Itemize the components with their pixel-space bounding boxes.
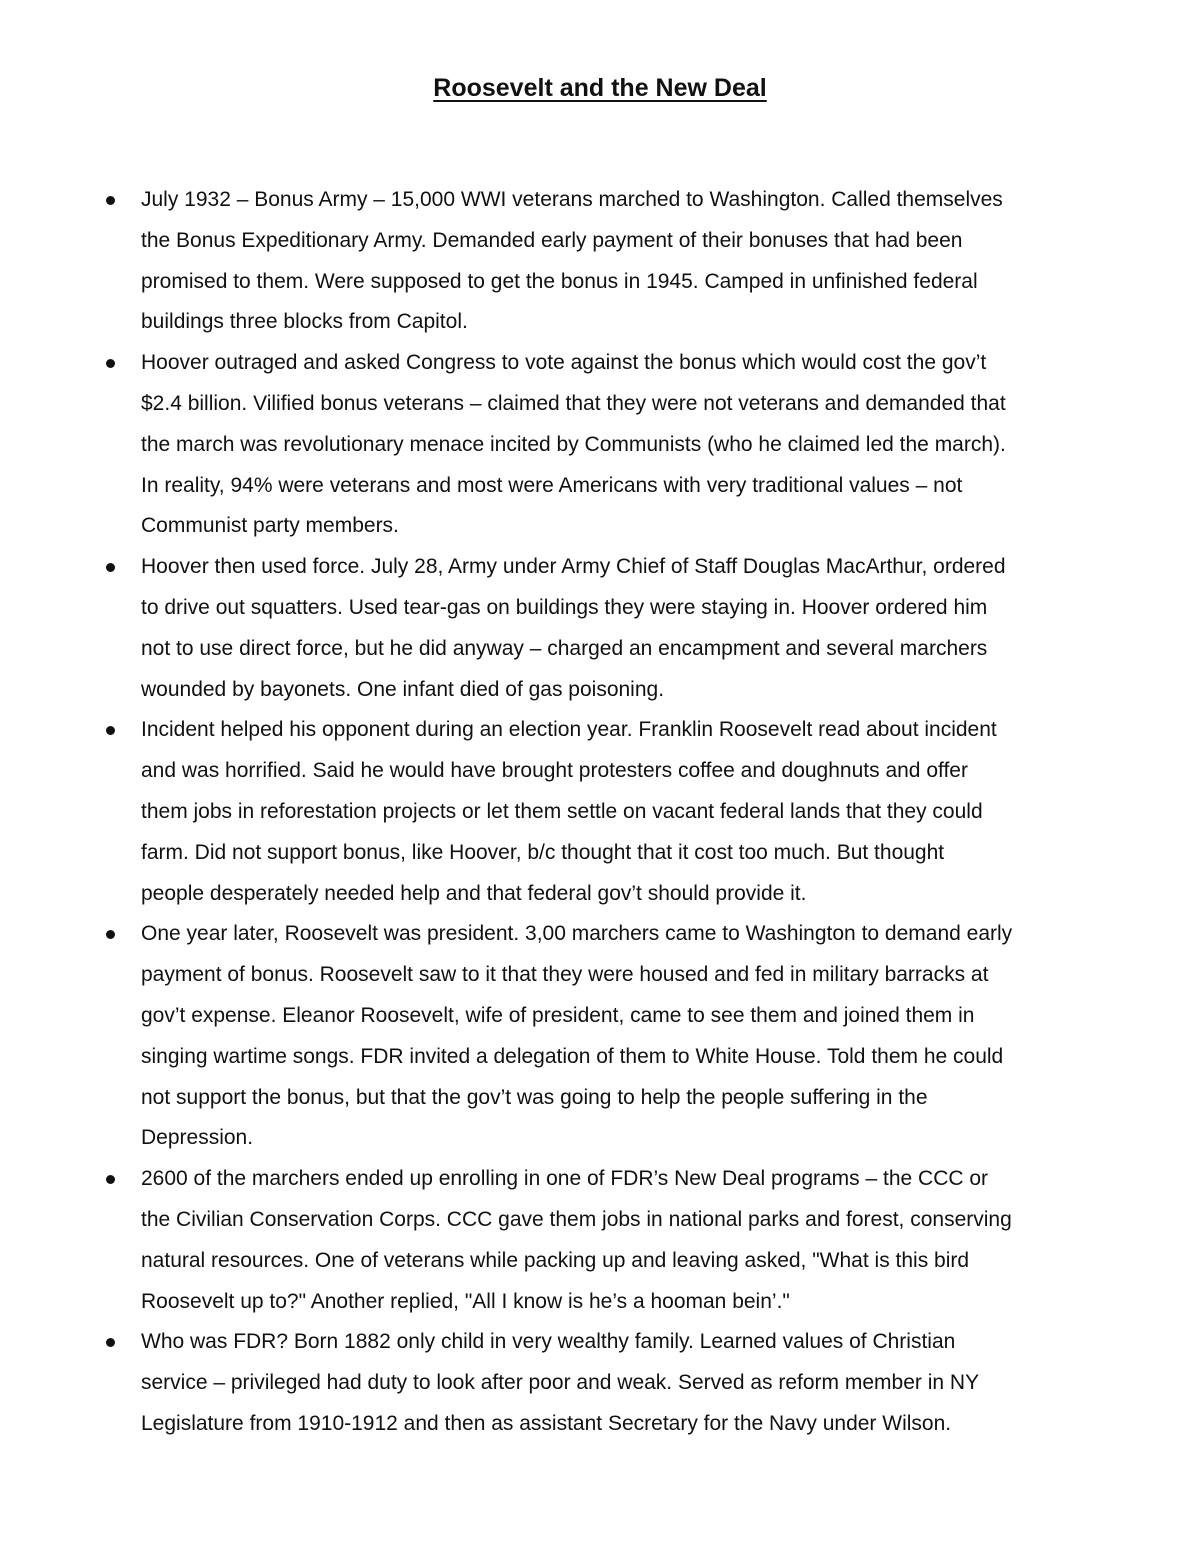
bullet-icon bbox=[106, 1175, 115, 1184]
list-item bbox=[0, 914, 1131, 1159]
list-item-text: Hoover then used force. July 28, Army under Army Chief of Staff Douglas MacArthur, ordered to drive out squatters. Used tear-gas on buildings they were staying in. Hoover ordered him not to use direct force, but he did anyway – charged an encampment and several marchers wounded by bayonets. One infant died of gas poisoning. bbox=[141, 555, 1006, 701]
bullet-list bbox=[0, 180, 1200, 1445]
bullet-icon bbox=[106, 1338, 115, 1347]
bullet-icon bbox=[106, 726, 115, 735]
list-item-text: 2600 of the marchers ended up enrolling in one of FDR’s New Deal programs – the CCC or the Civilian Conservation Corps. CCC gave them jobs in national parks and forest, conserving natural resources. One of veterans while packing up and leaving asked, "What is this bird Roosevelt up to?" Another replied, "All I know is he’s a hooman bein’." bbox=[141, 1167, 1012, 1313]
list-item-text: July 1932 – Bonus Army – 15,000 WWI veterans marched to Washington. Called themselves the Bonus Expeditionary Army. Demanded early payment of their bonuses that had been promised to them. Were supposed to get the bonus in 1945. Camped in unfinished federal buildings three blocks from Capitol. bbox=[141, 188, 1003, 334]
list-item-text: Who was FDR? Born 1882 only child in very wealthy family. Learned values of Christian service – privileged had duty to look after poor and weak. Served as reform member in NY Legislature from 1910-1912 and then as assistant Secretary for the Navy under Wilson. bbox=[141, 1330, 980, 1435]
list-item bbox=[0, 710, 1131, 914]
list-item-text: Incident helped his opponent during an election year. Franklin Roosevelt read about incident and was horrified. Said he would have brought protesters coffee and doughnuts and offer them jobs in reforestation projects or let them settle on vacant federal lands that they could farm. Did not support bonus, like Hoover, b/c thought that it cost too much. But thought people desperately needed help and that federal gov’t should provide it. bbox=[141, 718, 997, 905]
list-item bbox=[0, 547, 1131, 710]
list-item-text: One year later, Roosevelt was president. 3,00 marchers came to Washington to demand early payment of bonus. Roosevelt saw to it that they were housed and fed in military barracks at gov’t expense. Eleanor Roosevelt, wife of president, came to see them and joined them in singing wartime songs. FDR invited a delegation of them to White House. Told them he could not support the bonus, but that the gov’t was going to help the people suffering in the Depression. bbox=[141, 922, 1013, 1150]
bullet-icon bbox=[106, 563, 115, 572]
list-item bbox=[0, 1159, 1131, 1322]
page-title: Roosevelt and the New Deal bbox=[433, 74, 767, 102]
bullet-icon bbox=[106, 196, 115, 205]
list-item bbox=[0, 343, 1131, 547]
list-item-text: Hoover outraged and asked Congress to vote against the bonus which would cost the gov’t $2.4 billion. Vilified bonus veterans – claimed that they were not veterans and demanded that the march was revolutionary menace incited by Communists (who he claimed led the march). In reality, 94% were veterans and most were Americans with very traditional values – not Communist party members. bbox=[141, 351, 1006, 538]
bullet-icon bbox=[106, 930, 115, 939]
list-item bbox=[0, 1322, 1131, 1444]
bullet-icon bbox=[106, 359, 115, 368]
list-item bbox=[0, 180, 1131, 343]
